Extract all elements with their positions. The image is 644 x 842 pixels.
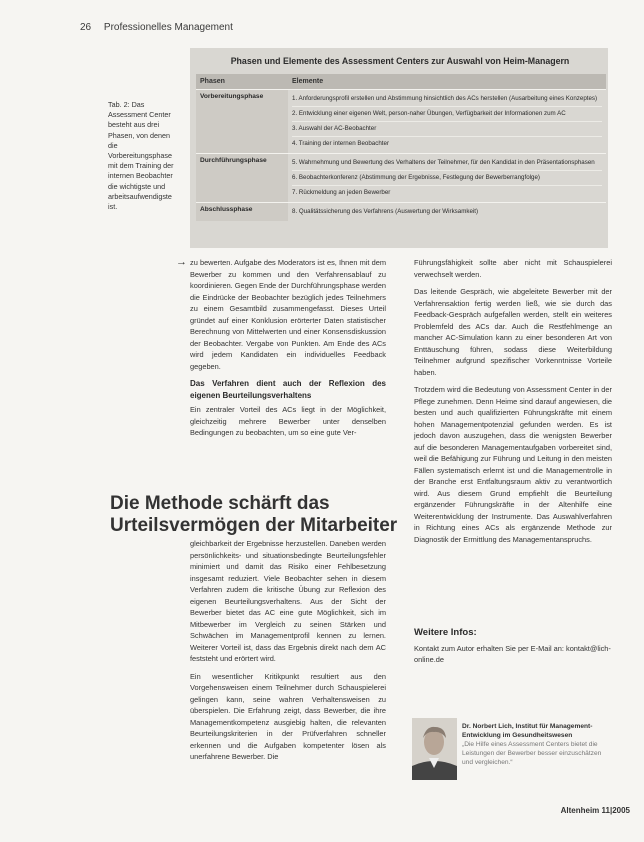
- pull-quote-heading: Die Methode schärft das Urteilsvermögen der Mitarbeiter: [110, 493, 398, 536]
- phases-table: [196, 74, 606, 221]
- journal-footer: Altenheim 11|2005: [560, 806, 630, 815]
- phase-cell: Durchführungsphase: [196, 154, 288, 203]
- paragraph: gleichbarkeit der Ergebnisse herzustellen. Daneben werden persönlichkeits- und situationsbedingte Beurteilungsfehler minimiert und damit das Risiko einer Fehlbesetzung insgesamt reduziert. Viele Beobachter sehen in diesem Verfahren zudem die kritische Übung zur Reflexion des eigenen Beurteilungsverhaltens. Aus der Sicht der Bewerber bietet das AC eine gute Möglichkeit, sich im Mitbewerber im Vergleich zu seinen Stärken und Schwächen im Managementprofil kennen zu lernen. Weiterer Vorteil ist, dass das Ergebnis direkt nach dem AC feststeht und erörtert wird.: [190, 539, 386, 663]
- list-item: 3. Auswahl der AC-Beobachter: [292, 122, 602, 137]
- table-caption: Tab. 2: Das Assessment Center besteht aus drei Phasen, von denen die Vorbereitungsphase mit dem Training der internen Beobachter die wichtigste und arbeitsaufwendigste ist.: [108, 100, 174, 212]
- author-name: Dr. Norbert Lich, Institut für Management-Entwicklung im Gesundheitswesen: [462, 723, 593, 739]
- author-bio: [462, 722, 612, 767]
- author-photo: [412, 718, 457, 780]
- table-header-row: [196, 74, 606, 90]
- paragraph: Ein wesentlicher Kritikpunkt resultiert aus den Vorgehensweisen einem Teilnehmer durch Schauspielerei gelingen kann, seine wahren Verhaltensweisen zu überspielen. Die Erfahrung zeigt, dass Bewerber, die ihre Managementkompetenz ausgiebig halten, die relevanten Beurteilungskriterien in der Prüfverfahren schneller erkennen und die Aufgaben kompetenter lösen als unerfahrene Bewerber. Die: [190, 671, 386, 761]
- list-item: 1. Anforderungsprofil erstellen und Abstimmung hinsichtlich des ACs herstellen (Ausarbeitung eines Konzeptes): [292, 92, 602, 107]
- portrait-icon: [412, 718, 457, 780]
- list-item: 7. Rückmeldung an jeden Bewerber: [292, 189, 391, 196]
- table-title: Phasen und Elemente des Assessment Centers zur Auswahl von Heim-Managern: [230, 56, 570, 66]
- section-title: Professionelles Management: [103, 22, 233, 33]
- running-header: [80, 22, 233, 33]
- list-item: 5. Wahrnehmung und Bewertung des Verhaltens der Teilnehmer, für den Kandidat in den Präsentationsphasen: [292, 156, 602, 171]
- phase-cell: Vorbereitungsphase: [196, 90, 288, 154]
- page-number: 26: [80, 22, 92, 33]
- header-elemente: Elemente: [288, 74, 606, 90]
- table-row: [196, 90, 606, 154]
- paragraph: zu bewerten. Aufgabe des Moderators ist es, Ihnen mit dem Bewerber zu kommen und den Verfahrensablauf zu koordinieren. Gegen Ende der Durchführungsphase werden die Eindrücke der Beobachter bezüglich jedes Teilnehmers zu einem Gesamtbild zusammengefasst. Dieses Urteil gründet auf einer Konklusion erörterter Daten statistischer Berechnung von Mittelwerten und einer Konsensdiskussion der Beobachter. Vergabe von Punkten. Am Ende des ACs wird jedem Kandidaten ein individuelles Feedback gegeben.: [190, 258, 386, 371]
- column-1-bottom: [190, 538, 386, 769]
- paragraph: Ein zentraler Vorteil des ACs liegt in der Möglichkeit, gleichzeitig mehrere Bewerber unter denselben Bedingungen zu beobachten, um so eine gute Ver-: [190, 405, 386, 437]
- table-row: [196, 203, 606, 222]
- paragraph: Trotzdem wird die Bedeutung von Assessment Center in der Pflege zunehmen. Denn Heime sind darauf angewiesen, die besten und auch qualifizierten Führungskräfte mit einem hohen Managementpotenzial gefunden werden. Es ist jedoch davon auszugehen, dass die wenigsten Bewerber auf die besonderen Managementaufgaben vorbereitet sind, weil die Befähigung zur Führung und Leitung in den meisten Fällen systematisch erlernt ist und die Managementrolle in der Branche erst Entfaltungsraum aktiv zu verantwortlich wird. Aus diesem Grund empfiehlt die Beurteilung ergänzender Führungskräfte in der Altenhilfe eine Weiterentwicklung der Instrumente. Das Auswahlverfahren in Richtung eines ACs als ergänzende Methode zur Diagnostik der Ermittlung des Managementanspruchs.: [414, 385, 612, 544]
- author-quote: „Die Hilfe eines Assessment Centers bietet die Leistungen der Bewerber besser einzuschätzen und vergleichen.“: [462, 741, 602, 766]
- column-1-top: [190, 257, 386, 445]
- table-row: [196, 154, 606, 203]
- further-info-heading: Weitere Infos:: [414, 627, 477, 638]
- list-item: 8. Qualitätssicherung des Verfahrens (Auswertung der Wirksamkeit): [292, 208, 479, 215]
- elements-cell: [288, 154, 606, 203]
- list-item: 2. Entwicklung einer eigenen Welt, person-naher Übungen, Verfügbarkeit der Informationen zum AC: [292, 107, 602, 122]
- paragraph: Führungsfähigkeit sollte aber nicht mit Schauspielerei verwechselt werden.: [414, 258, 612, 279]
- phase-cell: Abschlussphase: [196, 203, 288, 222]
- continuation-arrow-icon: →: [176, 256, 187, 268]
- column-2: [414, 257, 612, 551]
- elements-cell: [288, 203, 606, 222]
- list-item: 4. Training der internen Beobachter: [292, 140, 389, 147]
- further-info-text: Kontakt zum Autor erhalten Sie per E-Mail an: kontakt@lich-online.de: [414, 644, 611, 664]
- elements-cell: [288, 90, 606, 154]
- header-phasen: Phasen: [196, 74, 288, 90]
- list-item: 6. Beobachterkonferenz (Abstimmung der Ergebnisse, Festlegung der Bewerberrangfolge): [292, 171, 602, 186]
- subheading: Das Verfahren dient auch der Reflexion des eigenen Beurteilungsverhaltens: [190, 379, 386, 400]
- paragraph: Das leitende Gespräch, wie abgeleitete Bewerber mit der Verfahrensaktion fertig werden ließ, wie sie durch das Feedback-Gespräch aufgefallen werden, stellt ein weiteres Problemfeld des ACs dar. Auch die Restfehlmenge an mancher AC-Simulation kann zu einer besonderen Art von Enttäuschung führen, sodass diese Weiterbildung Teilnehmer aufgrund spezifischer Vorkenntnisse Vorteile haben.: [414, 287, 612, 377]
